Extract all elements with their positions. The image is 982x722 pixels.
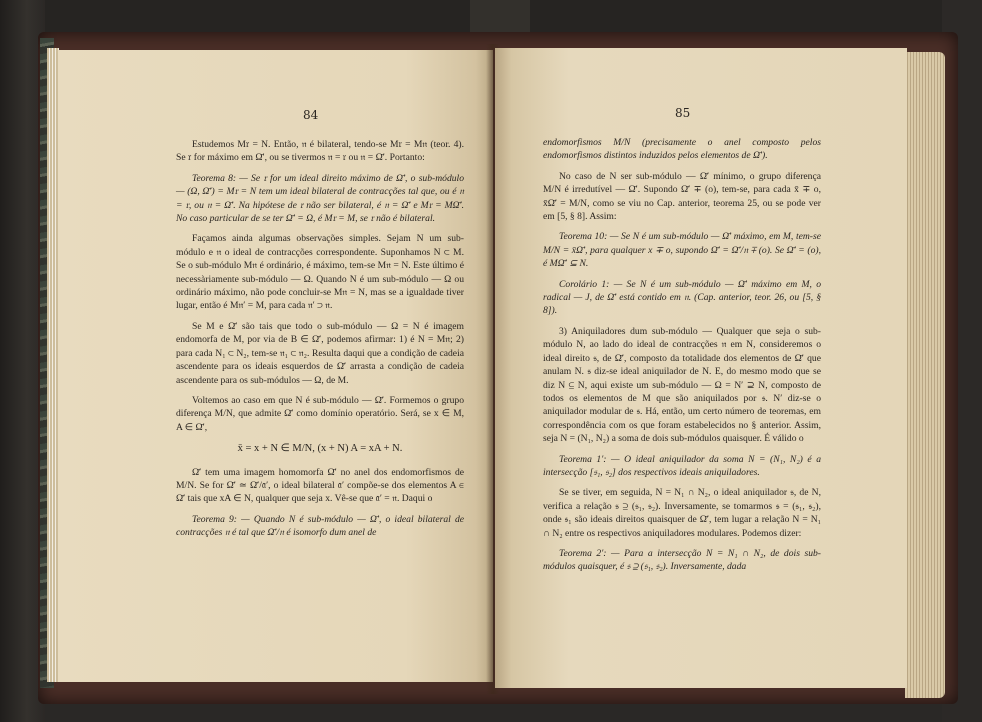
page-edges-right	[905, 52, 945, 698]
right-page	[495, 48, 907, 688]
theorem-2-prime: Teorema 2′: — Para a intersecção N = N₁ ∩ N₂, de dois sub-módulos quaisquer, é 𝔰 ⊇ (𝔰₁, 𝔰₂). Inversamente, dada	[543, 547, 821, 573]
paragraph: No caso de N ser sub-módulo — Ω̄′ mínimo, o grupo diferença M/N é irredutível — Ω̄′. Supondo Ω̄′ ∓ (o), tem-se, para cada x̄ ∓ o, x̄Ω̄′ = M/N, como se viu no Cap. anterior, teorema 25, ou se pode ver em [5, § 8]. Assim:	[543, 170, 821, 223]
paragraph: Façamos ainda algumas observações simples. Sejam N um sub-módulo e 𝔫 o ideal de contracções correspondente. Suponhamos N ⊂ M. Se o sub-módulo M𝔫 é ordinário, é máximo, tem-se M𝔫 = N. Este último é necessàriamente sub-módulo — Ω. Quando N é um sub-módulo — Ω ou ordinário máximo, não pode concluir-se M𝔫 = N, mas se a igualdade tiver lugar, então é M𝔫′ = M, para cada 𝔫′ ⊃ 𝔫.	[176, 233, 464, 312]
paragraph: endomorfismos M/N (precisamente o anel composto pelos endomorfismos distintos induzidos pelos elementos de Ω̄′).	[543, 137, 821, 162]
theorem-1-prime: Teorema 1′: — O ideal aniquilador da soma N = (N₁, N₂) é a intersecção [𝔰₁, 𝔰₂] dos respectivos ideais aniquiladores.	[543, 453, 821, 478]
paragraph: Ω̄′ tem uma imagem homomorfa Ω̄′ no anel dos endomorfismos de M/N. Se for Ω̄′ ≃ Ω̄′/𝔞′, o ideal bilateral 𝔞′ compõe-se dos elementos A ∈ Ω̄′ tais que xA ∈ N, qualquer que seja x. Vê-se que 𝔞′ = 𝔫. Daqui o	[176, 466, 464, 505]
paragraph: Estudemos M𝔯 = N. Então, 𝔫 é bilateral, tendo-se M𝔯 = M𝔫 (teor. 4). Se 𝔯 for máximo em Ω̄′, ou se tivermos 𝔫 = 𝔯 ou 𝔫 = Ω̄′. Portanto:	[176, 139, 464, 164]
corollary-1: Corolário 1: — Se N é um sub-módulo — Ω̄′ máximo em M, o radical — J, de Ω̄′ está contido em 𝔫. (Cap. anterior, teor. 26, ou [5, § 8]).	[543, 278, 821, 317]
left-page-body	[176, 138, 464, 547]
paragraph: Se M e Ω̄′ são tais que todo o sub-módulo — Ω = N é imagem endomorfa de M, por via de B ∈ Ω̄′, podemos afirmar: 1) é N = M𝔫; 2) para cada N₁ ⊂ N₂, tem-se 𝔫₁ ⊂ 𝔫₂. Resulta daqui que a condição de cadeia ascendente para os ideais esquerdos de Ω̄′ arrasta a condição de cadeia ascendente para os sub-módulos — Ω, de M.	[176, 320, 464, 386]
theorem-10: Teorema 10: — Se N é um sub-módulo — Ω̄′ máximo, em M, tem-se M/N = x̄Ω̄′, para qualquer x ∓ o, supondo Ω̄′ = Ω̄′/𝔫 ∓ (o). Se Ω̄′ = (o), é MΩ̄′ ⊆ N.	[543, 231, 821, 270]
left-page	[58, 50, 493, 682]
page-number-right: 85	[675, 106, 691, 120]
paragraph: Se se tiver, em seguida, N = N₁ ∩ N₂, o ideal aniquilador 𝔰, de N, verifica a relação 𝔰 ⊇ (𝔰₁, 𝔰₂). Inversamente, se tomarmos 𝔰 = (𝔰₁, 𝔰₂), onde 𝔰₁ são ideais direitos quaisquer de Ω̄′, tem lugar a relação N = N₁ ∩ N₂ entre os respectivos aniquiladores modulares. Podemos dizer:	[543, 487, 821, 539]
page-number-left: 84	[303, 108, 319, 122]
right-page-body	[543, 136, 821, 581]
theorem-9: Teorema 9: — Quando N é sub-módulo — Ω̄′, o ideal bilateral de contracções 𝔫 é tal que Ω̄′/𝔫 é isomorfo dum anel de	[176, 513, 464, 539]
display-formula: x̄ = x + N ∈ M/N, (x + N) A = xA + N.	[237, 443, 403, 455]
paragraph: Voltemos ao caso em que N é sub-módulo — Ω̄′. Formemos o grupo diferença M/N, que admite Ω̄′ como domínio operatório. Será, se x ∈ M, A ∈ Ω̄′,	[176, 394, 464, 433]
theorem-8: Teorema 8: — Se 𝔯 for um ideal direito máximo de Ω̄′, o sub-módulo — (Ω, Ω̄′) = M𝔯 = N tem um ideal bilateral de contracções tal que, ou é 𝔫 = 𝔯, ou 𝔫 = Ω̄′. Na hipótese de 𝔯 não ser bilateral, é 𝔫 = Ω̄′ e M𝔯 = MΩ̄′. No caso particular de se ter Ω̄′ = Ω, é M𝔯 = M, se 𝔯 não é bilateral.	[176, 172, 464, 225]
section-aniquiladores: 3) Aniquiladores dum sub-módulo — Qualquer que seja o sub-módulo N, ao lado do ideal de contracções 𝔫 em N, consideremos o ideal direito 𝔰, de Ω̄′, composto da totalidade dos elementos de Ω̄′ que anulam N. 𝔰 diz-se ideal aniquilador de N. E, do mesmo modo que se diz N ⊆ N, aqui existe um sub-módulo — Ω = N′ ⊇ N, composto de todos os elementos de M que são aniquilados por 𝔰. N′ diz-se o aniquilador modular de 𝔰. Há, então, um certo número de teoremas, em correspondência com os que foram estabelecidos no § anterior. Assim, seja N = (N₁, N₂) a soma de dois sub-módulos quaisquer. É válido o	[543, 325, 821, 445]
